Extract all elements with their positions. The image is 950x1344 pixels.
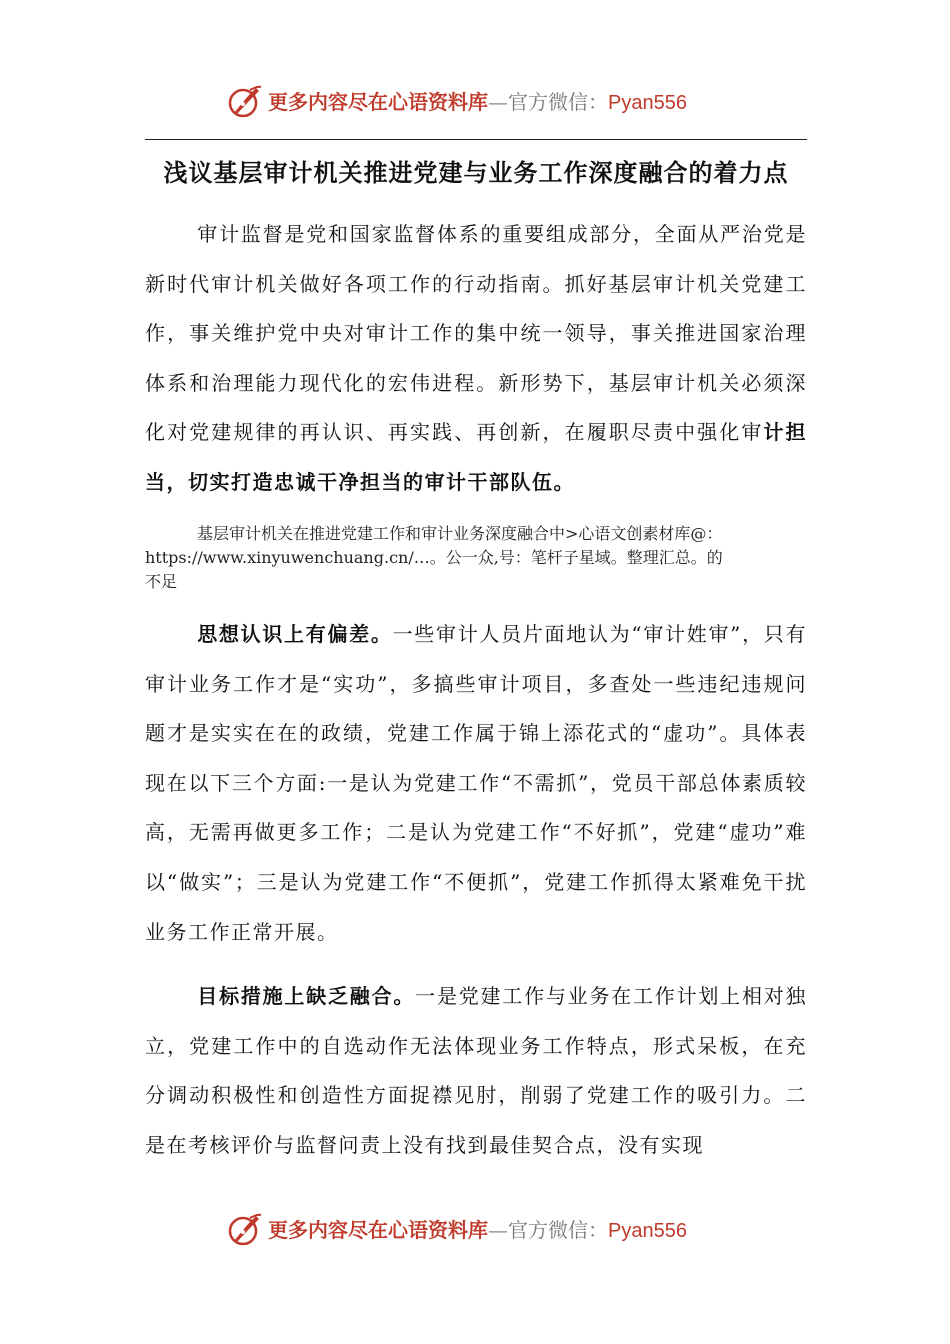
header-divider — [145, 139, 807, 140]
banner-wechat-id: Pyan556 — [608, 1220, 687, 1242]
section-heading-thinking: 思想认识上有偏差。 — [197, 622, 393, 646]
banner-official-label: 官方微信： — [508, 90, 608, 114]
banner-brand-text: 更多内容尽在心语资料库 — [268, 1218, 488, 1242]
paragraph-thinking — [145, 610, 807, 957]
watermark-note — [145, 522, 807, 594]
intro-text: 审计监督是党和国家监督体系的重要组成部分，全面从严治党是新时代审计机关做好各项工作的行动指南。抓好基层审计机关党建工作，事关维护党中央对审计工作的集中统一领导，事关推进国家治理体系和治理能力现代化的宏伟进程。新形势下，基层审计机关必须深化对党建规律的再认识、再实践、再创新，在履职尽责中强化审 — [145, 222, 807, 445]
banner-official-label: 官方微信： — [508, 1218, 608, 1242]
watermark-line-3: 不足 — [145, 572, 178, 591]
section-heading-measures: 目标措施上缺乏融合。 — [197, 984, 416, 1008]
thinking-text: 一些审计人员片面地认为“审计姓审”，只有审计业务工作才是“实功”，多搞些审计项目，多查处一些违纪违规问题才是实实在在的政绩，党建工作属于锦上添花式的“虚功”。具体表现在以下三个方面:一是认为党建工作“不需抓”，党员干部总体素质较高，无需再做更多工作；二是认为党建工作“不好抓”，党建“虚功”难以“做实”；三是认为党建工作“不便抓”，党建工作抓得太紧难免干扰业务工作正常开展。 — [145, 622, 808, 944]
footer-banner — [0, 1208, 950, 1252]
banner-brand-text: 更多内容尽在心语资料库 — [268, 90, 488, 114]
pen-nib-logo-icon — [226, 1212, 264, 1248]
banner-wechat-id: Pyan556 — [608, 92, 687, 114]
measures-text: 一是党建工作与业务在工作计划上相对独立，党建工作中的自选动作无法体现业务工作特点，形式呆板，在充分调动积极性和创造性方面捉襟见肘，削弱了党建工作的吸引力。二是在考核评价与监督问责上没有找到最佳契合点，没有实现 — [145, 984, 808, 1157]
watermark-line-1: 基层审计机关在推进党建工作和审计业务深度融合中>心语文创素材库@： — [197, 524, 723, 543]
banner-dash: — — [488, 90, 508, 114]
paragraph-intro — [145, 210, 807, 508]
document-title: 浅议基层审计机关推进党建与业务工作深度融合的着力点 — [163, 158, 789, 187]
header-banner — [0, 80, 950, 124]
paragraph-measures — [145, 972, 807, 1170]
banner-dash: — — [488, 1218, 508, 1242]
watermark-line-2: https://www.xinyuwenchuang.cn/…。公一众,号：笔杆子星域。整理汇总。的 — [145, 548, 723, 567]
intro-bold-text: 计担当，切实打造忠诚干净担当的审计干部队伍。 — [145, 420, 808, 494]
pen-nib-logo-icon — [226, 84, 264, 120]
